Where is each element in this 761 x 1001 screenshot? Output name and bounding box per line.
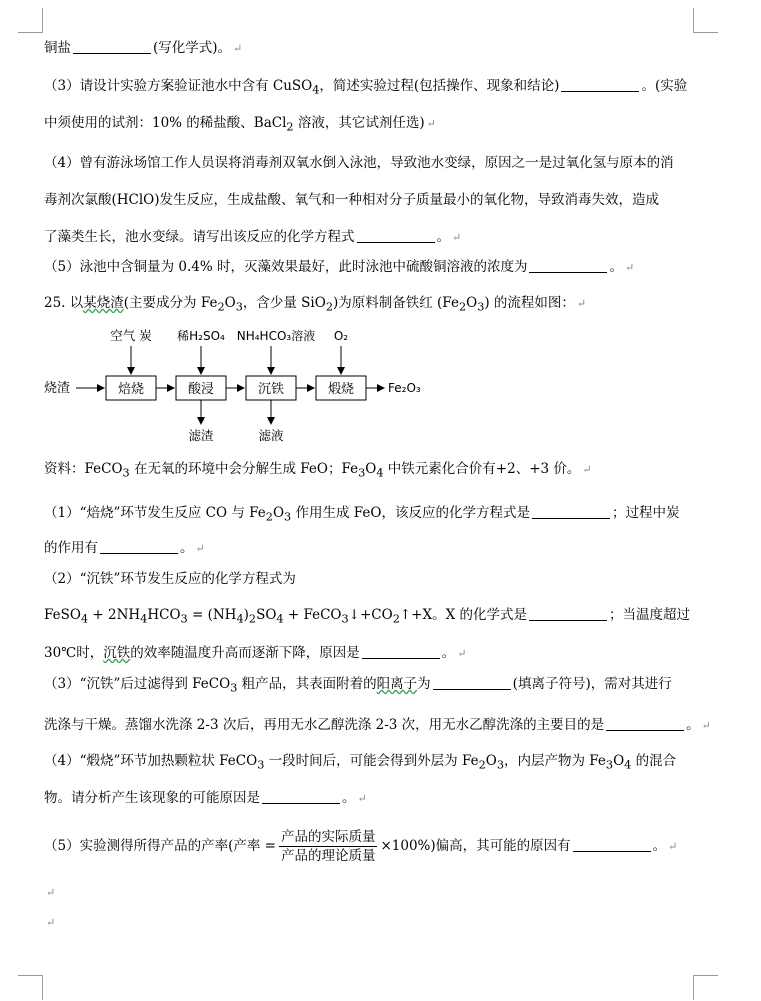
page-corner-mark [18,975,43,1000]
text-line: 洗涤与干燥。蒸馏水洗涤 2-3 次后，再用无水乙醇洗涤 2-3 次，用无水乙醇洗涤的主要目的是 。 ↵ [44,717,711,733]
text-line: 物。请分析产生该现象的可能原因是 。 ↵ [44,790,367,806]
flow-step-label: 酸浸 [187,382,215,397]
paragraph-mark: ↵ [46,916,56,929]
flow-input-label: 空气 炭 [110,328,152,343]
flow-step-label: 沉铁 [257,382,285,397]
flow-start-label: 烧渣 [44,381,71,396]
sub-question-3: （3）“沉铁”后过滤得到 FeCO$_3$ 粗产品，其表面附着的阳离子为 (填离子符号)，需对其进行 [44,676,672,695]
answer-blank[interactable] [100,539,178,554]
question-4: （4）曾有游泳场馆工作人员误将消毒剂双氧水倒入泳池，导致池水变绿，原因之一是过氧化氢与原本的消 [44,155,674,171]
answer-blank[interactable] [532,504,610,519]
sub-question-2: （2）“沉铁”环节发生反应的化学方程式为 [44,571,296,587]
answer-blank[interactable] [362,644,440,659]
text-line: 铜盐 (写化学式)。 ↵ [44,40,243,56]
sub-question-5: （5）实验测得所得产品的产率(产率 = $\frac{\text{产品的实际质量}}{\text{产品的理论质量}}$ ×100%)偏高，其可能的原因有 。 ↵ [44,829,678,864]
flow-input-label: 稀H₂SO₄ [177,329,225,343]
sub-question-1: （1）“焙烧”环节发生反应 CO 与 $Fe_2O_3$ 作用生成 FeO，该反应的化学方程式是 ；过程中炭 [44,505,680,524]
answer-blank[interactable] [606,716,684,731]
answer-blank[interactable] [573,837,651,852]
text-line: 了藻类生长，池水变绿。请写出该反应的化学方程式 。 ↵ [44,229,462,245]
flow-step-label: 煅烧 [327,382,355,397]
flow-output-label: 滤渣 [188,428,214,443]
flow-product-label: Fe₂O₃ [388,381,421,395]
page-corner-mark [18,8,43,33]
question-3: （3）请设计实验方案验证池水中含有 CuSO$_4$，简述实验过程(包括操作、现象和结论) 。(实验 [44,78,688,97]
page-corner-mark [693,975,718,1000]
question-25-title: 25. 以某烧渣(主要成分为 $Fe_2O_3$，含少量 SiO$_2$)为原料制备铁红 $(Fe_2O_3)$ 的流程如图： ↵ [44,295,587,314]
flow-step-label: 焙烧 [117,382,145,397]
process-flow-diagram [40,326,440,448]
sub-question-4: （4）“煅烧”环节加热颗粒状 FeCO$_3$ 一段时间后，可能会得到外层为 $Fe_2O_3$，内层产物为 $Fe_3O_4$ 的混合 [44,753,677,772]
reference-note: 资料：FeCO$_3$ 在无氧的环境中会分解生成 FeO；$Fe_3O_4$ 中铁元素化合价有+2、+3 价。 ↵ [44,461,592,480]
text-line: 的作用有 。 ↵ [44,540,205,556]
answer-blank[interactable] [357,228,435,243]
flow-input-label: O₂ [333,329,349,343]
answer-blank[interactable] [262,789,340,804]
answer-blank[interactable] [529,258,607,273]
equation-line: FeSO$_4$ + $2NH_4HCO_3 = (NH_4)_2SO_4$ + $FeCO_3↓+CO_2↑+X$。X 的化学式是 ；当温度超过 [44,607,691,626]
text-line: 30℃时，沉铁的效率随温度升高而逐渐下降，原因是 。 ↵ [44,645,467,661]
text-line: 中须使用的试剂：10% 的稀盐酸、BaCl$_2$ 溶液，其它试剂任选) ↵ [44,115,436,134]
answer-blank[interactable] [561,77,639,92]
text-line: 毒剂次氯酸(HClO)发生反应，生成盐酸、氧气和一种相对分子质量最小的氧化物，导致消毒失效，造成 [44,192,660,208]
yield-fraction: $\frac{\text{产品的实际质量}}{\text{产品的理论质量}}$ [280,829,376,864]
answer-blank[interactable] [73,39,151,54]
flow-input-label: NH₄HCO₃溶液 [236,329,316,343]
flow-output-label: 滤液 [258,428,284,443]
paragraph-mark: ↵ [46,886,56,899]
answer-blank[interactable] [433,675,511,690]
question-5: （5）泳池中含铜量为 0.4% 时，灭藻效果最好，此时泳池中硫酸铜溶液的浓度为 。 ↵ [44,259,635,275]
answer-blank[interactable] [529,606,607,621]
page-corner-mark [693,8,718,33]
